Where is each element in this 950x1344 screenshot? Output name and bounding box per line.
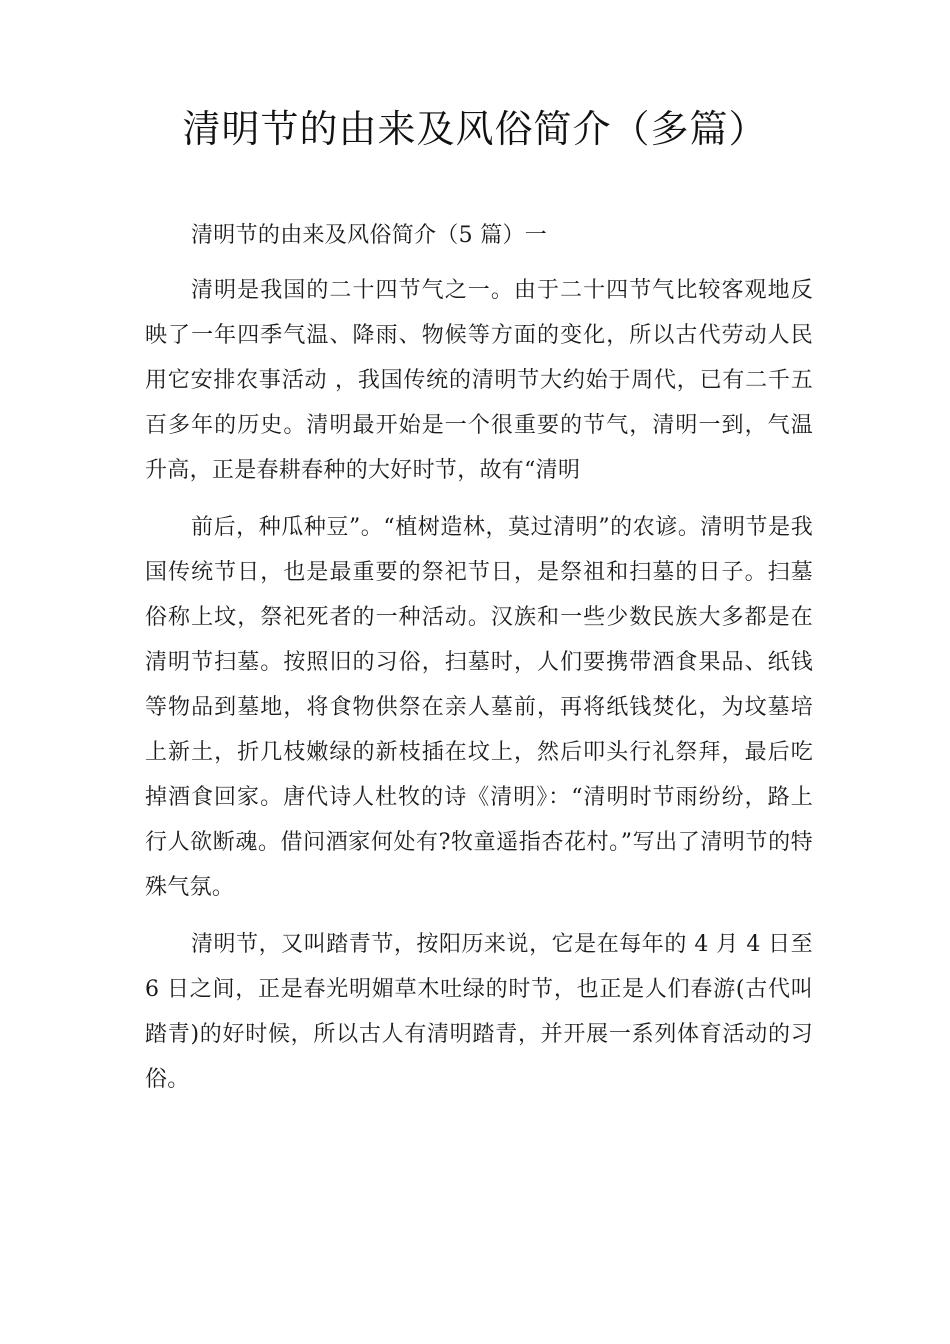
section-subtitle: 清明节的由来及风俗简介（5 篇）一: [191, 223, 548, 248]
paragraph-1: 清明是我国的二十四节气之一。由于二十四节气比较客观地反映了一年四季气温、降雨、物候等方面的变化，所以古代劳动人民用它安排农事活动 ，我国传统的清明节大约始于周代，已有二千五百多年的历史。清明最开始是一个很重要的节气，清明一到，气温升高，正是春耕春种的大好时节，故有“清明: [145, 278, 813, 483]
document-title: 清明节的由来及风俗简介（多篇）: [182, 107, 768, 151]
paragraph-2: 前后，种瓜种豆”。“植树造林，莫过清明”的农谚。清明节是我国传统节日，也是最重要的祭祀节日，是祭祖和扫墓的日子。扫墓俗称上坟，祭祀死者的一种活动。汉族和一些少数民族大多都是在清明节扫墓。按照旧的习俗，扫墓时，人们要携带酒食果品、纸钱等物品到墓地，将食物供祭在亲人墓前，再将纸钱焚化，为坟墓培上新土，折几枝嫩绿的新枝插在坟上，然后叩头行礼祭拜，最后吃掉酒食回家。唐代诗人杜牧的诗《清明》：“清明时节雨纷纷，路上行人欲断魂。借问酒家何处有?牧童遥指杏花村。”写出了清明节的特殊气氛。: [145, 515, 813, 900]
paragraph-3: 清明节，又叫踏青节，按阳历来说，它是在每年的 4 月 4 日至 6 日之间，正是春光明媚草木吐绿的时节，也正是人们春游(古代叫踏青)的好时候，所以古人有清明踏青，并开展一系列体育活动的习俗。: [145, 932, 813, 1092]
document-body: [145, 216, 813, 1102]
